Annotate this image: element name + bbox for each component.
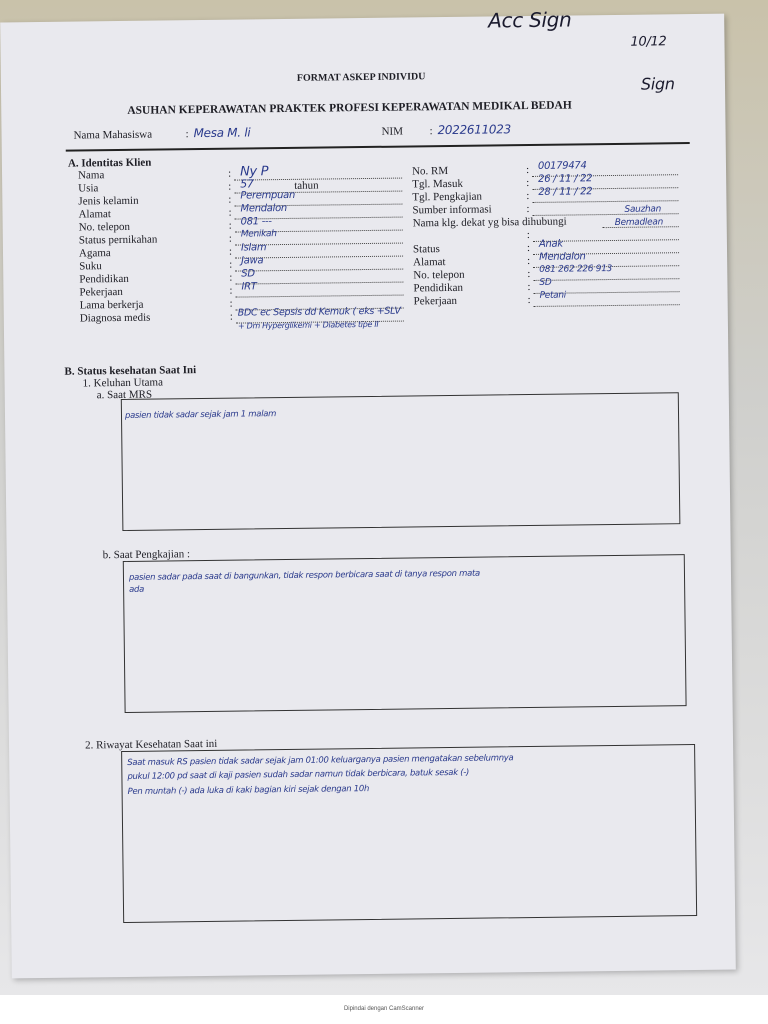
- value-suku: Jawa: [241, 255, 264, 267]
- value-agama: Islam: [240, 242, 267, 254]
- value-alamat-keluarga: Mendalon: [539, 251, 586, 263]
- colon: :: [229, 258, 233, 271]
- corner-note-acc: Acc Sign: [488, 7, 572, 33]
- keluhan-utama-heading: 1. Keluhan Utama: [82, 376, 164, 390]
- label-pendidikan-keluarga: Pendidikan: [413, 281, 464, 295]
- value-tgl-pengkajian: 28 / 11 / 22: [538, 186, 593, 198]
- value-no-telepon: 081 ---: [240, 216, 272, 228]
- label-status-pernikahan: Status pernikahan: [78, 233, 158, 247]
- colon: :: [526, 229, 530, 242]
- label-no-telepon: No. telepon: [78, 220, 131, 234]
- colon: :: [228, 219, 232, 232]
- value-nama: Ny P: [239, 164, 269, 180]
- label-pendidikan: Pendidikan: [79, 272, 129, 286]
- colon: :: [228, 193, 232, 206]
- riwayat-text-2: pukul 12:00 pd saat di kaji pasien sudah sadar namun tidak berbicara, batuk sesak (-): [127, 767, 470, 782]
- section-a-heading: A. Identitas Klien: [67, 156, 152, 170]
- colon: :: [227, 167, 232, 180]
- colon: :: [229, 297, 233, 310]
- colon: :: [228, 232, 232, 245]
- label-status: Status: [412, 243, 440, 256]
- riwayat-text-1: Saat masuk RS pasien tidak sadar sejak jam 01:00 keluarganya pasien mengatakan sebelumnya: [127, 753, 514, 768]
- value-pekerjaan-keluarga: Petani: [539, 290, 567, 301]
- colon: :: [229, 310, 233, 323]
- value-nama-keluarga: Sauzhan: [624, 204, 662, 215]
- value-jenis-kelamin: Perempuan: [240, 189, 296, 202]
- corner-note-date: 10/12: [630, 34, 667, 50]
- colon: :: [525, 164, 530, 177]
- dotted-line: [235, 269, 403, 272]
- colon: :: [527, 293, 531, 307]
- value-no-rm: 00179474: [537, 160, 587, 172]
- form-title-main: ASUHAN KEPERAWATAN PRAKTEK PROFESI KEPERAWATAN MEDIKAL BEDAH: [127, 99, 572, 117]
- label-telepon-keluarga: No. telepon: [413, 268, 465, 282]
- label-usia: Usia: [78, 182, 99, 195]
- colon: :: [526, 190, 530, 203]
- label-suku: Suku: [79, 260, 102, 273]
- value-status: Anak: [538, 238, 563, 250]
- riwayat-text-3: Pen muntah (-) ada luka di kaki bagian kiri sejak dengan 10h: [127, 784, 370, 797]
- value-pekerjaan: IRT: [241, 281, 257, 293]
- value-alamat: Mendalon: [240, 202, 287, 215]
- dotted-line: [534, 304, 680, 307]
- label-jenis-kelamin: Jenis kelamin: [78, 194, 139, 208]
- form-title-top: FORMAT ASKEP INDIVIDU: [296, 71, 426, 84]
- colon: :: [229, 271, 233, 284]
- document-sheet: [0, 7, 736, 979]
- colon: :: [228, 206, 232, 219]
- value-pendidikan-keluarga: SD: [539, 277, 552, 288]
- saat-pengkajian-heading: b. Saat Pengkajian :: [102, 548, 191, 562]
- nama-mahasiswa-label: Nama Mahasiswa: [73, 128, 153, 142]
- colon: :: [185, 128, 189, 141]
- value-status-pernikahan: Menikah: [240, 229, 277, 240]
- saat-mrs-text: pasien tidak sadar sejak jam 1 malam: [124, 409, 277, 421]
- label-nama: Nama: [77, 169, 105, 182]
- form-page: [0, 7, 736, 979]
- colon: :: [527, 280, 531, 294]
- colon: :: [429, 125, 433, 138]
- label-agama: Agama: [78, 247, 111, 260]
- value-nama-keluarga-2: Bemadlean: [614, 217, 664, 228]
- saat-pengkajian-text-2: ada: [129, 584, 145, 595]
- label-tgl-pengkajian: Tgl. Pengkajian: [412, 190, 483, 204]
- label-no-rm: No. RM: [411, 164, 449, 178]
- label-sumber-informasi: Sumber informasi: [412, 203, 492, 217]
- label-pekerjaan-keluarga: Pekerjaan: [413, 294, 458, 308]
- saat-mrs-heading: a. Saat MRS: [96, 388, 153, 402]
- value-usia: 57: [240, 177, 254, 191]
- value-pendidikan: SD: [241, 268, 255, 280]
- value-telepon-keluarga: 081 262 226 913: [539, 264, 613, 275]
- dotted-line: [235, 282, 403, 285]
- dotted-line: [532, 200, 678, 203]
- dotted-line: [533, 278, 679, 281]
- dotted-line: [236, 295, 404, 298]
- colon: :: [526, 203, 530, 216]
- label-nama-keluarga: Nama klg. dekat yg bisa dihubungi: [412, 215, 567, 230]
- colon: :: [527, 268, 531, 281]
- label-alamat-keluarga: Alamat: [413, 256, 446, 269]
- nim-value: 2022611023: [437, 122, 511, 138]
- label-alamat: Alamat: [78, 208, 112, 221]
- label-tgl-masuk: Tgl. Masuk: [412, 177, 464, 191]
- colon: :: [229, 284, 233, 297]
- corner-signature: Sign: [640, 74, 675, 94]
- nama-mahasiswa-value: Mesa M. li: [193, 125, 251, 141]
- nim-label: NIM: [381, 125, 404, 138]
- colon: :: [527, 255, 531, 268]
- riwayat-kesehatan-heading: 2. Riwayat Kesehatan Saat ini: [84, 737, 218, 752]
- usia-unit: tahun: [294, 179, 319, 192]
- label-pekerjaan: Pekerjaan: [79, 285, 123, 299]
- saat-pengkajian-text-1: pasien sadar pada saat di bangunkan, tidak respon berbicara saat di tanya respon mata: [128, 568, 481, 583]
- value-diagnosa-extra: + Dm Hyperglikemi + Diabetes tipe II: [237, 319, 379, 331]
- value-tgl-masuk: 26 / 11 / 22: [538, 173, 593, 185]
- value-diagnosa-medis: BDC ec Sepsis dd Kemuk ( eks +SLV: [237, 305, 401, 319]
- label-lama-berkerja: Lama berkerja: [79, 298, 144, 312]
- label-diagnosa-medis: Diagnosa medis: [79, 311, 151, 325]
- header-rule: [66, 142, 690, 152]
- colon: :: [228, 180, 232, 193]
- colon: :: [526, 177, 530, 190]
- colon: :: [228, 245, 233, 258]
- section-b-heading: B. Status kesehatan Saat Ini: [64, 364, 197, 378]
- colon: :: [526, 242, 531, 255]
- camscanner-watermark: Dipindai dengan CamScanner: [343, 1006, 425, 1012]
